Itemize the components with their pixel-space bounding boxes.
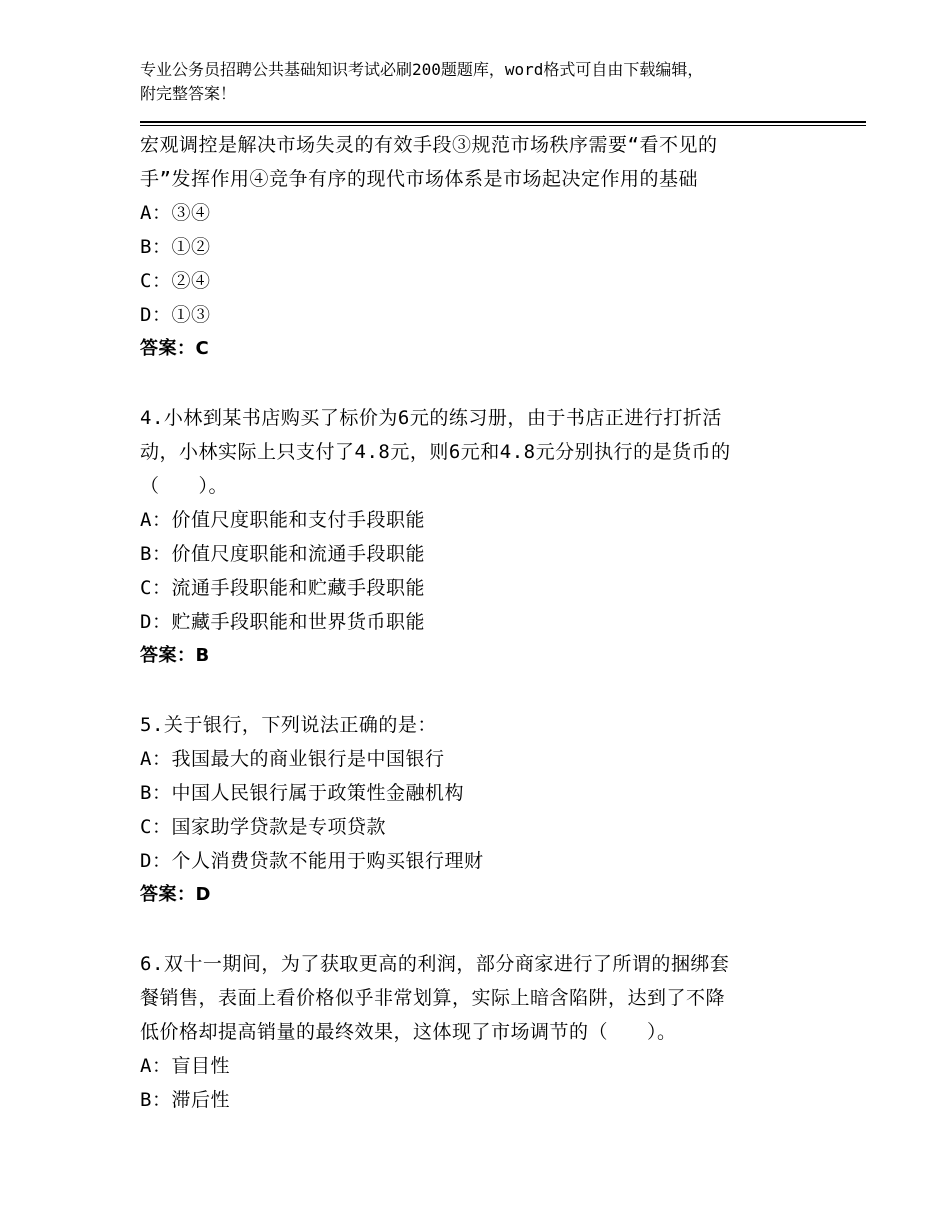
- header-rule-thick: [140, 121, 866, 123]
- option-b: B：中国人民银行属于政策性金融机构: [140, 782, 464, 804]
- question-text-line: 4.小林到某书店购买了标价为6元的练习册，由于书店正进行打折活: [140, 407, 722, 429]
- question-5-block: [140, 708, 840, 912]
- spacer: [140, 912, 840, 947]
- question-text-line: 动，小林实际上只支付了4.8元，则6元和4.8元分别执行的是货币的: [140, 441, 731, 463]
- answer-label: 答案：B: [140, 645, 210, 666]
- option-b: B：滞后性: [140, 1089, 230, 1111]
- option-b: B：价值尺度职能和流通手段职能: [140, 543, 425, 565]
- option-d: D：个人消费贷款不能用于购买银行理财: [140, 850, 484, 872]
- option-a: A：③④: [140, 202, 211, 224]
- spacer: [140, 366, 840, 401]
- question-text-line: 宏观调控是解决市场失灵的有效手段③规范市场秩序需要“看不见的: [140, 134, 718, 156]
- question-text-line: 5.关于银行，下列说法正确的是：: [140, 714, 437, 736]
- option-a: A：我国最大的商业银行是中国银行: [140, 748, 445, 770]
- question-6-block: [140, 947, 840, 1117]
- question-content: [140, 128, 840, 1117]
- option-a: A：盲目性: [140, 1055, 230, 1077]
- question-text-line: 餐销售，表面上看价格似乎非常划算，实际上暗含陷阱，达到了不降: [140, 987, 726, 1009]
- option-a: A：价值尺度职能和支付手段职能: [140, 509, 425, 531]
- option-d: D：贮藏手段职能和世界货币职能: [140, 611, 425, 633]
- header-line-2: 附完整答案！: [140, 84, 237, 103]
- option-b: B：①②: [140, 236, 211, 258]
- option-c: C：国家助学贷款是专项贷款: [140, 816, 386, 838]
- option-c: C：流通手段职能和贮藏手段职能: [140, 577, 425, 599]
- question-text-line: 低价格却提高销量的最终效果，这体现了市场调节的（ ）。: [140, 1021, 677, 1043]
- header-rule-thin: [140, 125, 866, 126]
- answer-label: 答案：C: [140, 338, 210, 359]
- option-c: C：②④: [140, 270, 211, 292]
- page-header: [140, 58, 830, 106]
- option-d: D：①③: [140, 304, 211, 326]
- question-text-line: 手”发挥作用④竞争有序的现代市场体系是市场起决定作用的基础: [140, 168, 698, 190]
- question-text-line: 6.双十一期间，为了获取更高的利润，部分商家进行了所谓的捆绑套: [140, 953, 730, 975]
- question-3-block: [140, 128, 840, 366]
- header-line-1: 专业公务员招聘公共基础知识考试必刷200题题库，word格式可自由下载编辑，: [140, 60, 704, 79]
- spacer: [140, 673, 840, 708]
- question-text-line: （ ）。: [140, 475, 229, 497]
- question-4-block: [140, 401, 840, 673]
- answer-label: 答案：D: [140, 884, 211, 905]
